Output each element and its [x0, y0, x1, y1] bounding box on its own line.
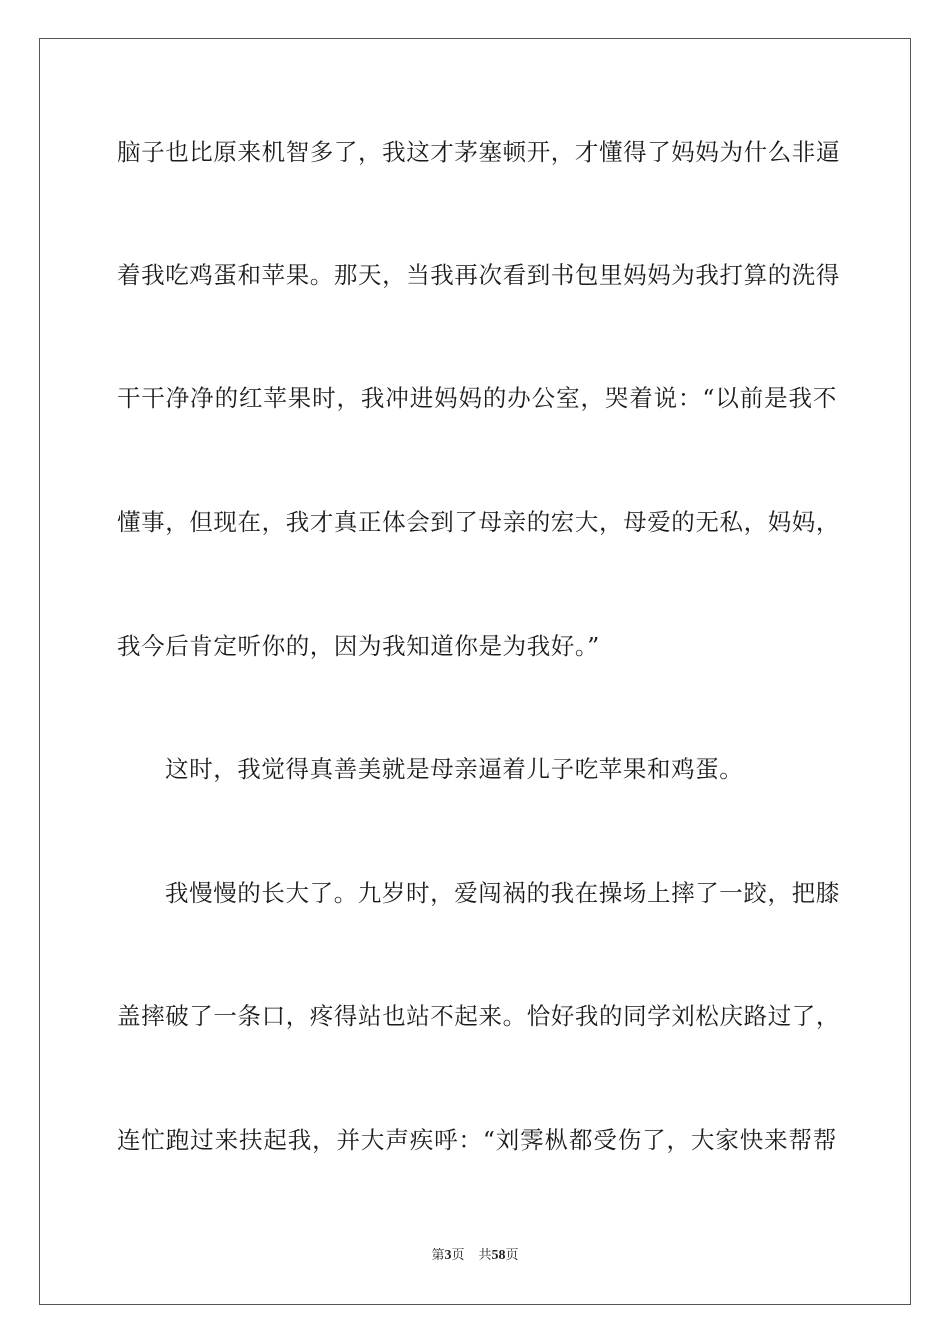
- text-line: 盖摔破了一条口，疼得站也站不起来。恰好我的同学刘松庆路过了，: [117, 1002, 840, 1030]
- total-suffix: 页: [505, 1248, 519, 1263]
- text-line: 干干净净的红苹果时，我冲进妈妈的办公室，哭着说：“以前是我不: [117, 384, 837, 412]
- text-line: 连忙跑过来扶起我，并大声疾呼：“刘霁枞都受伤了，大家快来帮帮: [117, 1126, 837, 1154]
- page-number: 3: [444, 1248, 452, 1263]
- text-line: 我今后肯定听你的，因为我知道你是为我好。”: [117, 632, 600, 660]
- page-suffix: 页: [451, 1248, 465, 1263]
- text-line: 着我吃鸡蛋和苹果。那天，当我再次看到书包里妈妈为我打算的洗得: [117, 261, 840, 289]
- paragraph-first-line: 我慢慢的长大了。九岁时，爱闯祸的我在操场上摔了一跤，把膝: [165, 879, 840, 907]
- text-line: 脑子也比原来机智多了，我这才茅塞顿开，才懂得了妈妈为什么非逼: [117, 138, 840, 166]
- total-pages: 58: [491, 1248, 506, 1263]
- page-footer: [0, 1247, 950, 1265]
- page-prefix: 第: [431, 1248, 445, 1263]
- paragraph-first-line: 这时，我觉得真善美就是母亲逼着儿子吃苹果和鸡蛋。: [165, 755, 744, 783]
- page-border: [39, 38, 911, 1305]
- text-line: 懂事，但现在，我才真正体会到了母亲的宏大，母爱的无私，妈妈，: [117, 508, 840, 536]
- total-prefix: 共: [478, 1248, 492, 1263]
